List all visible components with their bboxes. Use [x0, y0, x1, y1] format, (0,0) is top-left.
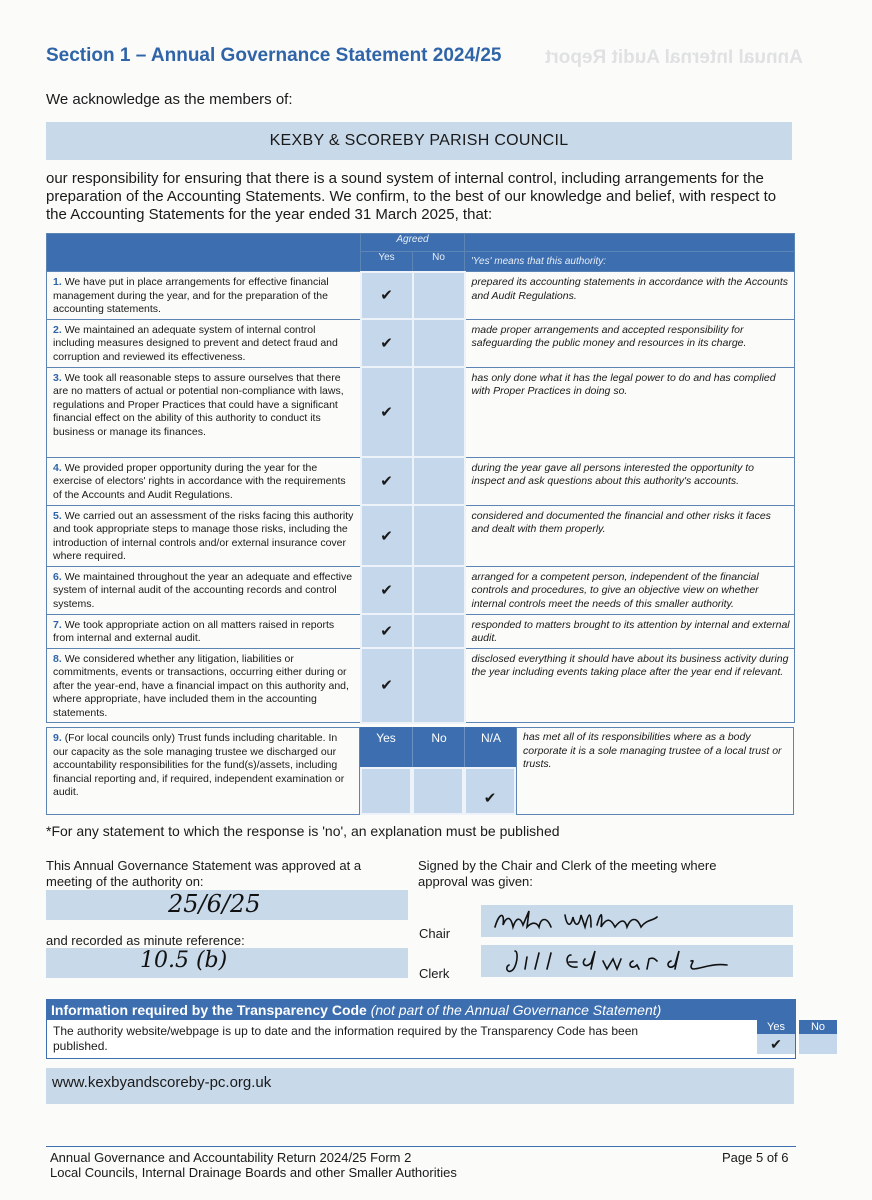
website-address-field: www.kexbyandscoreby-pc.org.uk: [46, 1068, 794, 1104]
chair-signature-field[interactable]: [481, 905, 793, 937]
section-title: Section 1 – Annual Governance Statement 2024/25: [46, 45, 502, 66]
table-row: [47, 272, 795, 320]
clerk-signature: [481, 945, 793, 977]
table-header-blank: [47, 234, 361, 272]
chair-signature: [481, 905, 793, 937]
minute-reference-label: and recorded as minute reference:: [46, 933, 245, 948]
table-row: [47, 505, 795, 566]
statement-meaning: made proper arrangements and accepted responsibility for safeguarding the public money and resources in its charge.: [465, 319, 795, 367]
clerk-label: Clerk: [419, 966, 450, 981]
means-header: 'Yes' means that this authority:: [465, 252, 795, 272]
statement-text: 9. (For local councils only) Trust funds including charitable. In our capacity as the sole managing trustee we discharged our accountability responsibilities for the fund(s)/assets, including financial reporting and, if required, independent examination or audit.: [46, 727, 360, 815]
yes-checkbox[interactable]: ✔: [361, 614, 413, 648]
yes-checkbox[interactable]: ✔: [361, 566, 413, 614]
statement-meaning: prepared its accounting statements in accordance with the Accounts and Audit Regulations.: [465, 272, 795, 320]
yes-checkbox[interactable]: ✔: [361, 505, 413, 566]
table-row: [47, 648, 795, 723]
clerk-signature-field[interactable]: [481, 945, 793, 977]
transparency-no-header: No: [799, 1020, 837, 1034]
no-checkbox[interactable]: [413, 367, 465, 457]
no-checkbox[interactable]: [413, 614, 465, 648]
signed-text: Signed by the Chair and Clerk of the meeting where approval was given:: [418, 858, 717, 889]
statement-text: 8. We considered whether any litigation, liabilities or commitments, events or transactions, occurring either during or after the year-end, have a financial impact on this authority and, where appropriate, have included them in the accounting statements.: [47, 648, 361, 723]
trust-yes-header: Yes: [360, 727, 412, 767]
statement-9-block: [46, 727, 794, 815]
statement-text: 3. We took all reasonable steps to assure ourselves that there are no matters of actual or potential non-compliance with laws, regulations and Proper Practices that could have a significant financial effect on the ability of this authority to conduct its business or manage its finances.: [47, 367, 361, 457]
statement-text: 2. We maintained an adequate system of internal control including measures designed to prevent and detect fraud and corruption and reviewed its effectiveness.: [47, 319, 361, 367]
statement-meaning: has only done what it has the legal power to do and has complied with Proper Practices in doing so.: [465, 367, 795, 457]
statement-text: 4. We provided proper opportunity during the year for the exercise of electors' rights in accordance with the requirements of the Accounts and Audit Regulations.: [47, 457, 361, 505]
statement-meaning: has met all of its responsibilities where as a body corporate it is a sole managing trustee of a local trust or trusts.: [516, 727, 794, 815]
trust-yes-checkbox[interactable]: [360, 767, 412, 815]
transparency-yes-header: Yes: [757, 1020, 795, 1034]
yes-checkbox[interactable]: ✔: [361, 648, 413, 723]
footer-line-2: Local Councils, Internal Drainage Boards and other Smaller Authorities: [50, 1165, 457, 1180]
yes-header: Yes: [361, 252, 413, 272]
page-number: Page 5 of 6: [722, 1150, 789, 1165]
transparency-code-box: [46, 999, 826, 1059]
yes-checkbox[interactable]: ✔: [361, 367, 413, 457]
statement-text: 6. We maintained throughout the year an adequate and effective system of internal audit of the accounting records and control systems.: [47, 566, 361, 614]
bleed-through-text: Annual Internal Audit Report: [545, 47, 803, 68]
minute-reference-handwritten: 10.5 (b): [140, 948, 228, 973]
table-row: [47, 319, 795, 367]
statement-meaning: during the year gave all persons interested the opportunity to inspect and ask questions about this authority's accounts.: [465, 457, 795, 505]
transparency-no-checkbox[interactable]: [799, 1034, 837, 1054]
trust-no-checkbox[interactable]: [412, 767, 464, 815]
no-checkbox[interactable]: [413, 505, 465, 566]
table-row: [47, 457, 795, 505]
table-row: [47, 614, 795, 648]
footer-divider: [46, 1146, 796, 1147]
authority-name-field: KEXBY & SCOREBY PARISH COUNCIL: [46, 122, 792, 160]
chair-label: Chair: [419, 926, 451, 941]
statement-meaning: responded to matters brought to its attention by internal and external audit.: [465, 614, 795, 648]
trust-na-header: N/A: [464, 727, 517, 767]
statement-meaning: considered and documented the financial and other risks it faces and dealt with them properly.: [465, 505, 795, 566]
yes-checkbox[interactable]: ✔: [361, 272, 413, 320]
transparency-text: The authority website/webpage is up to date and the information required by the Transparency Code has been published.: [53, 1024, 639, 1053]
governance-table: [46, 233, 795, 724]
transparency-heading: Information required by the Transparency Code (not part of the Annual Governance Statement): [47, 1000, 795, 1020]
agreed-header: Agreed: [361, 234, 465, 252]
statement-text: 1. We have put in place arrangements for effective financial management during the year, and for the preparation of the accounting statements.: [47, 272, 361, 320]
no-checkbox[interactable]: [413, 566, 465, 614]
transparency-yes-checkbox[interactable]: ✔: [757, 1034, 795, 1054]
statement-text: 5. We carried out an assessment of the risks facing this authority and took appropriate steps to manage those risks, including the introduction of internal controls and/or external insurance cover where required.: [47, 505, 361, 566]
table-row: [47, 367, 795, 457]
yes-checkbox[interactable]: ✔: [361, 319, 413, 367]
no-checkbox[interactable]: [413, 648, 465, 723]
intro-paragraph: our responsibility for ensuring that there is a sound system of internal control, including arrangements for the preparation of the Accounting Statements. We confirm, to the best of our knowledge and belief, with respect to the Accounting Statements for the year ended 31 March 2025, that:: [46, 170, 777, 223]
trust-no-header: No: [412, 727, 465, 767]
footer-line-1: Annual Governance and Accountability Return 2024/25 Form 2: [50, 1150, 412, 1165]
statement-meaning: arranged for a competent person, independent of the financial controls and procedures, to give an objective view on whether internal controls meet the needs of this smaller authority.: [465, 566, 795, 614]
no-checkbox[interactable]: [413, 457, 465, 505]
table-row: [47, 566, 795, 614]
header-spacer: [465, 234, 795, 252]
yes-checkbox[interactable]: ✔: [361, 457, 413, 505]
footer-text: [50, 1150, 457, 1180]
trust-na-checkbox[interactable]: ✔: [464, 767, 516, 815]
statement-meaning: disclosed everything it should have about its business activity during the year including events taking place after the year end if relevant.: [465, 648, 795, 723]
acknowledge-text: We acknowledge as the members of:: [46, 91, 293, 108]
no-checkbox[interactable]: [413, 272, 465, 320]
statement-text: 7. We took appropriate action on all matters raised in reports from internal and external audit.: [47, 614, 361, 648]
approval-date-handwritten: 25/6/25: [168, 890, 261, 918]
no-checkbox[interactable]: [413, 319, 465, 367]
approved-text: This Annual Governance Statement was approved at a meeting of the authority on:: [46, 858, 362, 889]
no-header: No: [413, 252, 465, 272]
explanation-note: *For any statement to which the response is 'no', an explanation must be published: [46, 823, 560, 839]
